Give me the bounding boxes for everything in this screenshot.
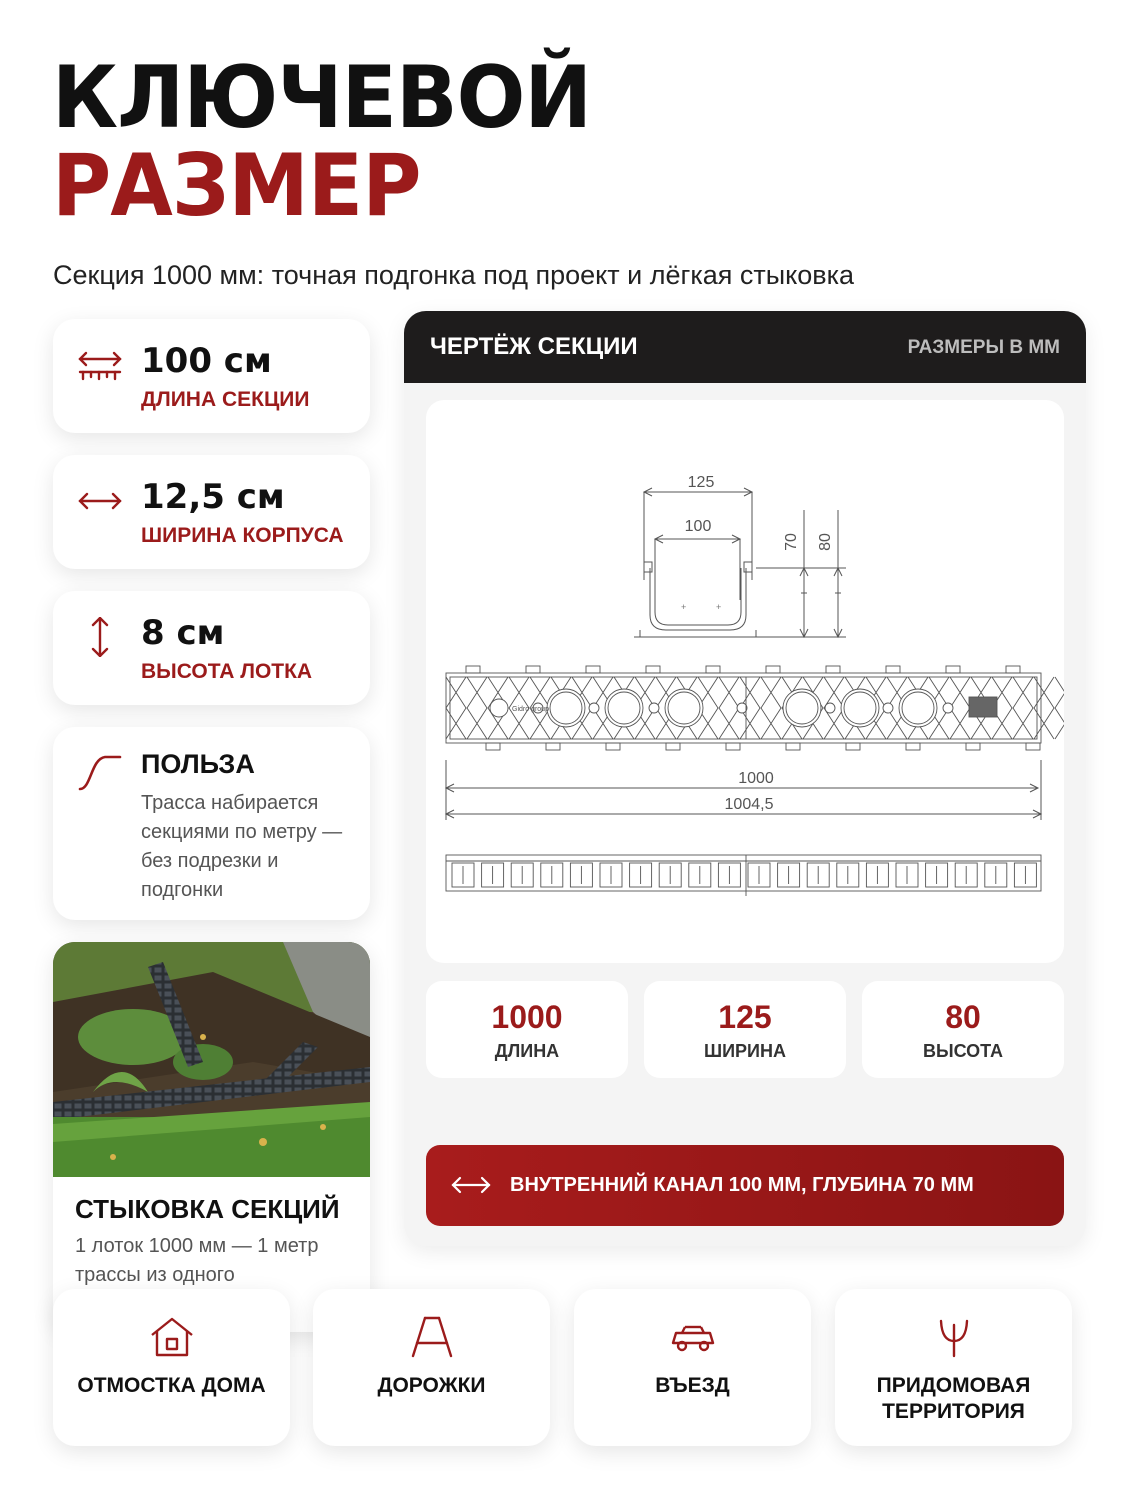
subtitle: Секция 1000 мм: точная подгонка под проект и лёгкая стыковка [53, 260, 855, 290]
use-label: ОТМОСТКА ДОМА [77, 1374, 266, 1397]
horizontal-arrows-icon [450, 1171, 492, 1199]
dim-length: 1000 [738, 770, 774, 787]
plant-icon [929, 1315, 979, 1359]
section-plan-view [446, 666, 1064, 750]
panel-header [404, 311, 1086, 383]
benefit-title: ПОЛЬЗА [141, 749, 255, 779]
channel-banner [426, 1145, 1064, 1226]
vertical-arrows-icon [77, 617, 123, 657]
panel-title: ЧЕРТЁЖ СЕКЦИИ [430, 333, 638, 360]
horizontal-arrows-icon [77, 481, 123, 521]
stat-length [426, 981, 628, 1078]
benefit-text: Трасса набирается секциями по метру — без подрезки и подгонки [141, 792, 343, 901]
banner-text: ВНУТРЕННИЙ КАНАЛ 100 ММ, ГЛУБИНА 70 ММ [510, 1174, 974, 1196]
spec-value: 100 см [141, 341, 272, 381]
dim-inner-depth: 70 [783, 533, 800, 551]
stat-width [644, 981, 846, 1078]
dim-height: 80 [817, 533, 834, 551]
spec-card-width [53, 455, 370, 569]
headline-line2: РАЗМЕР [52, 136, 421, 236]
docking-title: СТЫКОВКА СЕКЦИЙ [75, 1194, 340, 1224]
spec-label: ДЛИНА СЕКЦИИ [141, 388, 310, 411]
use-card-yard [835, 1289, 1072, 1446]
stat-label: ШИРИНА [704, 1041, 786, 1061]
section-side-view [446, 855, 1041, 896]
technical-drawing [426, 400, 1064, 963]
stat-height [862, 981, 1064, 1078]
dim-total-length: 1004,5 [724, 796, 774, 813]
path-icon [407, 1315, 457, 1359]
spec-label: ВЫСОТА ЛОТКА [141, 660, 313, 683]
spec-label: ШИРИНА КОРПУСА [141, 524, 344, 547]
dim-outer-width: 125 [687, 474, 715, 491]
length-ruler-icon [77, 345, 123, 385]
curve-icon [77, 751, 123, 795]
spec-value: 12,5 см [141, 477, 285, 517]
house-icon [147, 1315, 197, 1359]
spec-card-height [53, 591, 370, 705]
use-card-driveway [574, 1289, 811, 1446]
docking-text: 1 лоток 1000 мм — 1 метр трассы из одного [75, 1235, 319, 1286]
stat-label: ВЫСОТА [922, 1041, 1004, 1061]
docking-card [53, 942, 370, 1332]
svg-text:+: + [681, 602, 687, 612]
use-label: ДОРОЖКИ [377, 1374, 486, 1397]
benefit-card [53, 727, 370, 920]
svg-text:+: + [716, 602, 722, 612]
stat-value: 80 [945, 999, 981, 1035]
dim-inner-width: 100 [684, 518, 712, 535]
garden-drainage-photo [53, 942, 370, 1177]
car-icon [668, 1315, 718, 1359]
panel-units: РАЗМЕРЫ В ММ [907, 337, 1060, 358]
brand-label: Gidro group [512, 706, 549, 713]
use-label: ВЪЕЗД [655, 1374, 730, 1397]
stat-value: 1000 [491, 999, 563, 1035]
spec-value: 8 см [141, 613, 225, 653]
use-card-house [53, 1289, 290, 1446]
use-label: ПРИДОМОВАЯ ТЕРРИТОРИЯ [876, 1374, 1031, 1423]
stat-label: ДЛИНА [494, 1041, 560, 1061]
stat-value: 125 [718, 999, 772, 1035]
use-card-paths [313, 1289, 550, 1446]
drawing-panel [404, 311, 1086, 1246]
spec-card-length [53, 319, 370, 433]
headline-line1: КЛЮЧЕВОЙ [52, 48, 592, 148]
